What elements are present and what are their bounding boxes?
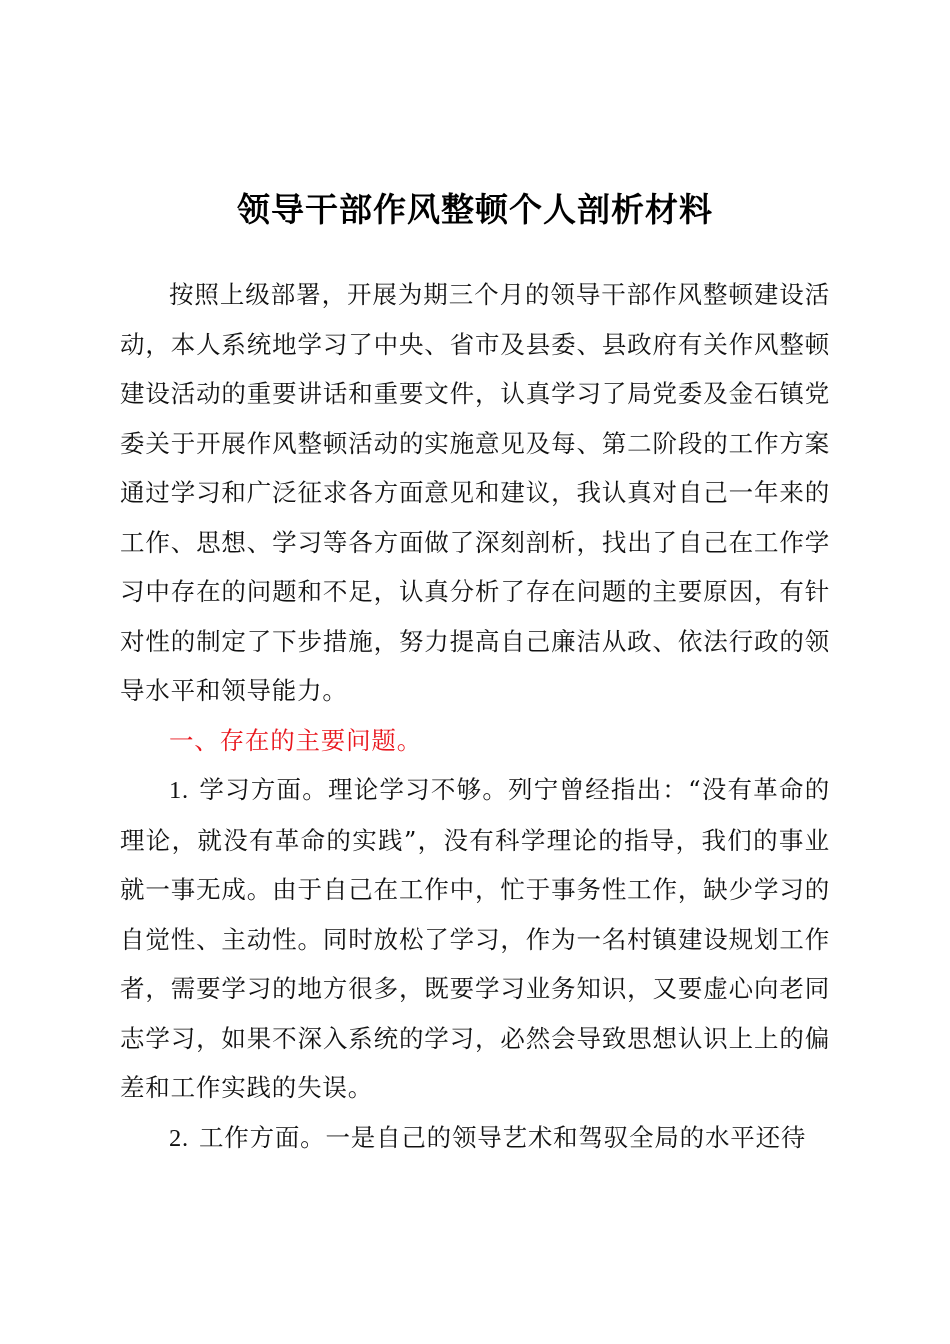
intro-paragraph: 按照上级部署，开展为期三个月的领导干部作风整顿建设活动，本人系统地学习了中央、省市及县委、县政府有关作风整顿建设活动的重要讲话和重要文件，认真学习了局党委及金石镇党委关于开展作风整顿活动的实施意见及每、第二阶段的工作方案通过学习和广泛征求各方面意见和建议，我认真对自己一年来的工作、思想、学习等各方面做了深刻剖析，找出了自己在工作学习中存在的问题和不足，认真分析了存在问题的主要原因，有针对性的制定了下步措施，努力提高自己廉洁从政、依法行政的领导水平和领导能力。: [120, 280, 830, 705]
item-text: 工作方面。一是自己的领导艺术和驾驭全局的水平还待: [198, 1122, 807, 1152]
document-title: 领导干部作风整顿个人剖析材料: [237, 190, 713, 229]
item-study-paragraph: [120, 765, 830, 1113]
document-body: [120, 270, 830, 1163]
item-work-paragraph: [120, 1113, 830, 1164]
item-number: 2.: [169, 1124, 189, 1152]
section-heading-problems: 一、存在的主要问题。: [169, 725, 422, 755]
item-text: 学习方面。理论学习不够。列宁曾经指出：“没有革命的理论，就没有革命的实践”，没有科学理论的指导，我们的事业就一事无成。由于自己在工作中，忙于事务性工作，缺少学习的自觉性、主动性。同时放松了学习，作为一名村镇建设规划工作者，需要学习的地方很多，既要学习业务知识，又要虚心向老同志学习，如果不深入系统的学习，必然会导致思想认识上上的偏差和工作实践的失误。: [120, 775, 830, 1102]
item-number: 1.: [169, 777, 189, 804]
